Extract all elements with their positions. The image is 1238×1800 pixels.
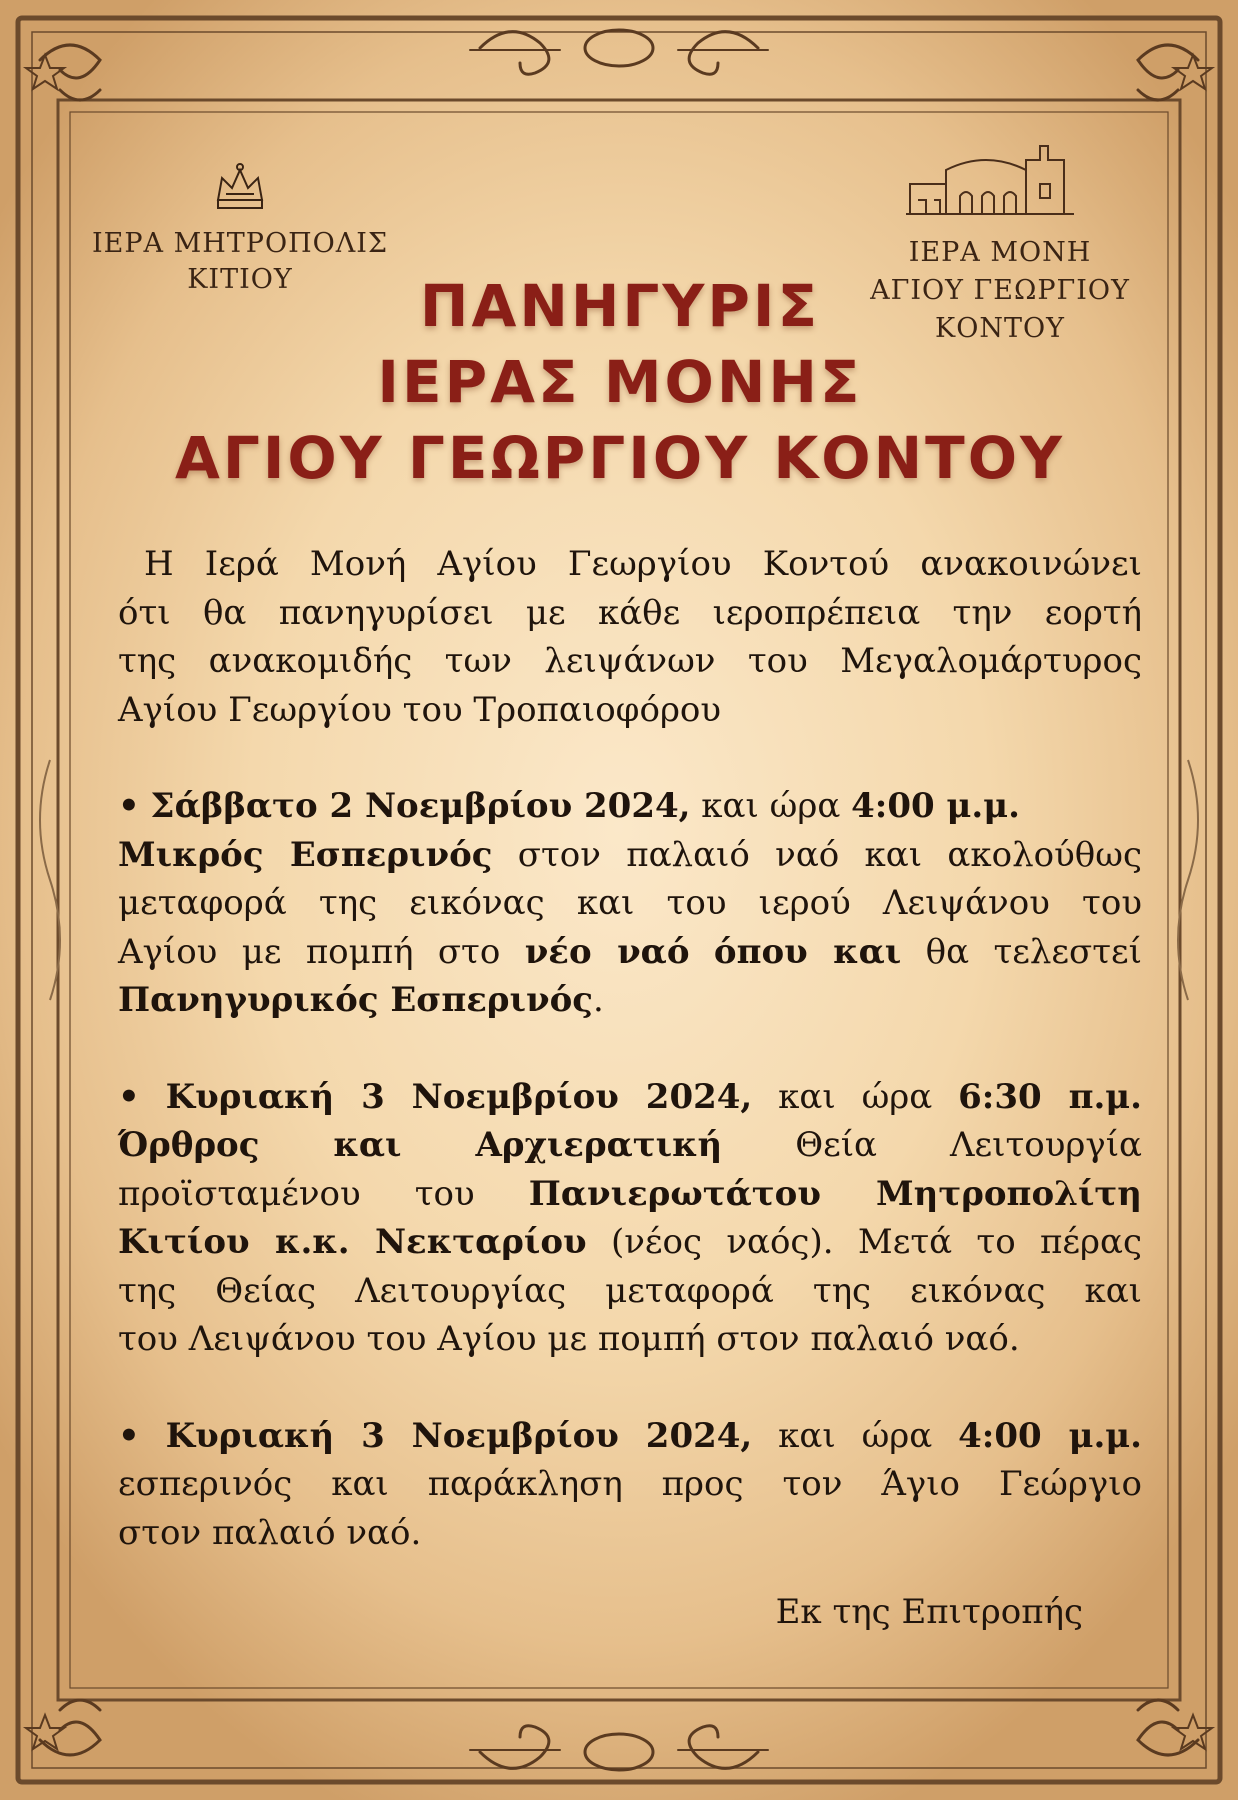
event-time: 4:00 μ.μ.: [851, 786, 1020, 826]
bullet: •: [118, 1076, 140, 1117]
event-date: Κυριακή 3 Νοεμβρίου 2024,: [165, 1076, 753, 1117]
metropolis-name: ΙΕΡΑ ΜΗΤΡΟΠΟΛΙΣ ΚΙΤΙΟΥ: [91, 228, 389, 295]
bullet: •: [118, 1415, 140, 1456]
event-date: Σάββατο 2 Νοεμβρίου 2024,: [150, 786, 691, 826]
intro-paragraph: Η Ιερά Μονή Αγίου Γεωργίου Κοντού ανακοινώνει ότι θα πανηγυρίσει με κάθε ιεροπρέπεια την εορτή της ανακομιδής των λειψάνων του Μεγαλομάρτυρος Αγίου Γεωργίου του Τροπαιοφόρου: [118, 544, 1142, 730]
crown-icon: [212, 160, 268, 216]
title-line: ΠΑΝΗΓΥΡΙΣ: [419, 272, 821, 340]
signature: Εκ της Επιτροπής: [775, 1592, 1083, 1632]
event-time: 4:00 μ.μ.: [958, 1415, 1143, 1456]
event-item: • Σάββατο 2 Νοεμβρίου 2024, και ώρα 4:00 μ.μ. Μικρός Εσπερινός στον παλαιό ναό και ακολούθως μεταφορά της εικόνας και του ιερού Λειψάνου του Αγίου με πομπή στο νέο ναό όπου και θα τελεστεί Πανηγυρικός Εσπερινός.: [118, 786, 1143, 1020]
title-line: ΑΓΙΟΥ ΓΕΩΡΓΙΟΥ ΚΟΝΤΟΥ: [174, 424, 1065, 492]
monastery-building-icon: [900, 140, 1080, 218]
event-time: 6:30 π.μ.: [958, 1076, 1143, 1117]
event-date: Κυριακή 3 Νοεμβρίου 2024,: [165, 1415, 753, 1456]
page-title: [140, 268, 1100, 496]
announcement-body: [118, 540, 1142, 1557]
bullet: •: [118, 786, 140, 826]
event-item: • Κυριακή 3 Νοεμβρίου 2024, και ώρα 6:30 π.μ. Όρθρος και Αρχιερατική Θεία Λειτουργία προϊσταμένου του Πανιερωτάτου Μητροπολίτη Κιτίου κ.κ. Νεκταρίου (νέος ναός). Μετά το πέρας της Θείας Λειτουργίας μεταφορά της εικόνας και του Λειψάνου του Αγίου με πομπή στον παλαιό ναό.: [118, 1076, 1143, 1359]
title-line: ΙΕΡΑΣ ΜΟΝΗΣ: [377, 348, 863, 416]
monastery-name: ΙΕΡΑ ΜΟΝΗ ΑΓΙΟΥ ΓΕΩΡΓΙΟΥ ΚΟΝΤΟΥ: [870, 237, 1130, 344]
event-item: • Κυριακή 3 Νοεμβρίου 2024, και ώρα 4:00 μ.μ. εσπερινός και παράκληση προς τον Άγιο Γεώργιο στον παλαιό ναό.: [118, 1415, 1143, 1553]
